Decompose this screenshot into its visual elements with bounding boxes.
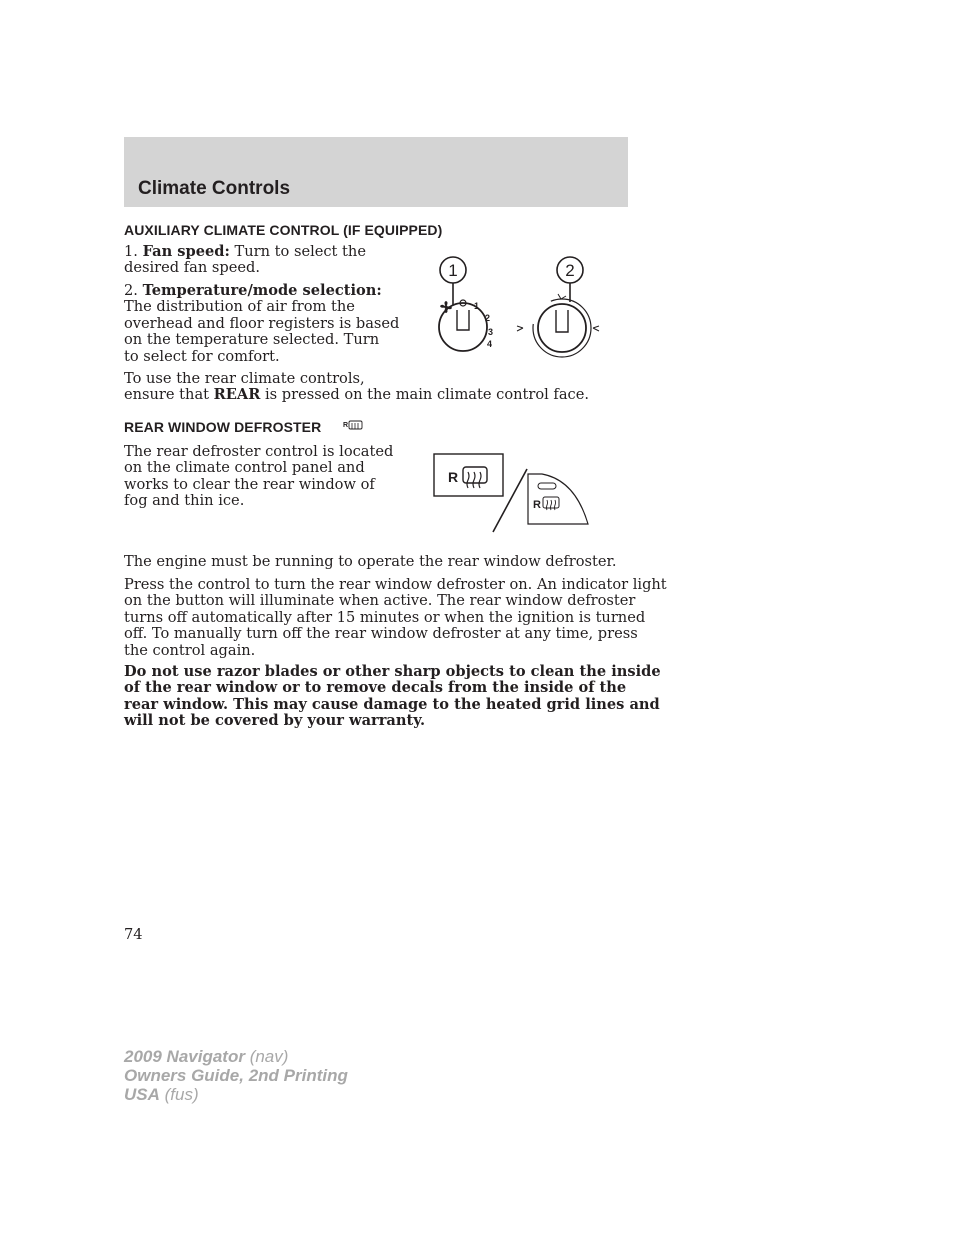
defroster-intro-line: The rear defroster control is located xyxy=(124,443,394,460)
press-control-paragraph xyxy=(124,577,667,659)
press-line: the control again. xyxy=(124,641,256,659)
footer-print-info xyxy=(124,1047,348,1104)
warning-line: rear window. This may cause damage to the heated grid lines and xyxy=(124,695,660,713)
defrost-button-letter: R xyxy=(448,469,459,485)
defrost-button-small-letter: R xyxy=(533,499,541,511)
footer-market: USA xyxy=(124,1085,160,1104)
press-line: off. To manually turn off the rear window defroster at any time, press xyxy=(124,625,638,643)
fan-level-label: 2 xyxy=(485,313,491,323)
press-line: turns off automatically after 15 minutes or when the ignition is turned xyxy=(124,608,646,626)
warning-line: Do not use razor blades or other sharp objects to clean the inside xyxy=(124,663,661,680)
warning-line: will not be covered by your warranty. xyxy=(124,712,426,730)
item1-label: Fan speed: xyxy=(142,243,230,260)
press-line: on the button will illuminate when active. The rear window defroster xyxy=(124,592,636,610)
rear-note-pre: ensure that xyxy=(124,386,210,404)
defroster-intro xyxy=(124,444,393,510)
item2-number: 2. xyxy=(124,282,138,299)
engine-note: The engine must be running to operate the rear window defroster. xyxy=(124,553,617,570)
fan-level-label: 1 xyxy=(474,301,480,311)
svg-text:R: R xyxy=(343,422,349,429)
rear-note-bold: REAR xyxy=(213,386,261,404)
item-temp-mode xyxy=(124,283,399,365)
item1-number: 1. xyxy=(124,243,138,260)
item2-line: The distribution of air from the xyxy=(124,298,355,316)
item-fan-speed xyxy=(124,244,366,277)
item1-text-a: Turn to select the xyxy=(234,243,366,260)
item2-label: Temperature/mode selection: xyxy=(142,282,382,299)
footer-printing: Owners Guide, 2nd Printing xyxy=(124,1066,348,1085)
callout-2-label: 2 xyxy=(565,261,575,280)
item1-text-b: desired fan speed. xyxy=(124,259,260,277)
fan-level-label: 3 xyxy=(488,327,494,337)
rear-note-line1: To use the rear climate controls, xyxy=(124,370,365,387)
rear-defrost-heading-icon xyxy=(343,419,365,431)
footer-model: 2009 Navigator xyxy=(124,1047,245,1066)
rear-defrost-button-illustration xyxy=(430,450,595,535)
warning-paragraph xyxy=(124,664,661,730)
fan-icon xyxy=(440,301,452,313)
item2-line: overhead and floor registers is based xyxy=(124,314,400,332)
section-title: Climate Controls xyxy=(138,178,291,199)
item2-line: to select for comfort. xyxy=(124,347,280,365)
defroster-intro-line: on the climate control panel and xyxy=(124,459,365,477)
rear-defroster-heading xyxy=(124,419,321,435)
aux-climate-heading: AUXILIARY CLIMATE CONTROL (IF EQUIPPED) xyxy=(124,222,443,238)
page-number: 74 xyxy=(124,926,143,943)
fan-level-label: 4 xyxy=(487,339,493,349)
press-line: Press the control to turn the rear window defroster on. An indicator light xyxy=(124,576,667,593)
defroster-intro-line: works to clear the rear window of xyxy=(124,475,375,493)
footer-model-code: (nav) xyxy=(249,1047,289,1066)
rear-defroster-heading-text: REAR WINDOW DEFROSTER xyxy=(124,419,322,435)
rear-note-post: is pressed on the main climate control face. xyxy=(265,386,589,404)
aux-climate-knobs-illustration xyxy=(405,250,615,360)
temperature-knob xyxy=(538,304,586,352)
warning-line: of the rear window or to remove decals from the inside of the xyxy=(124,679,627,697)
callout-1-label: 1 xyxy=(448,261,458,280)
footer-market-code: (fus) xyxy=(164,1085,199,1104)
rear-controls-note xyxy=(124,371,589,404)
item2-line: on the temperature selected. Turn xyxy=(124,331,380,349)
defroster-intro-line: fog and thin ice. xyxy=(124,492,245,510)
